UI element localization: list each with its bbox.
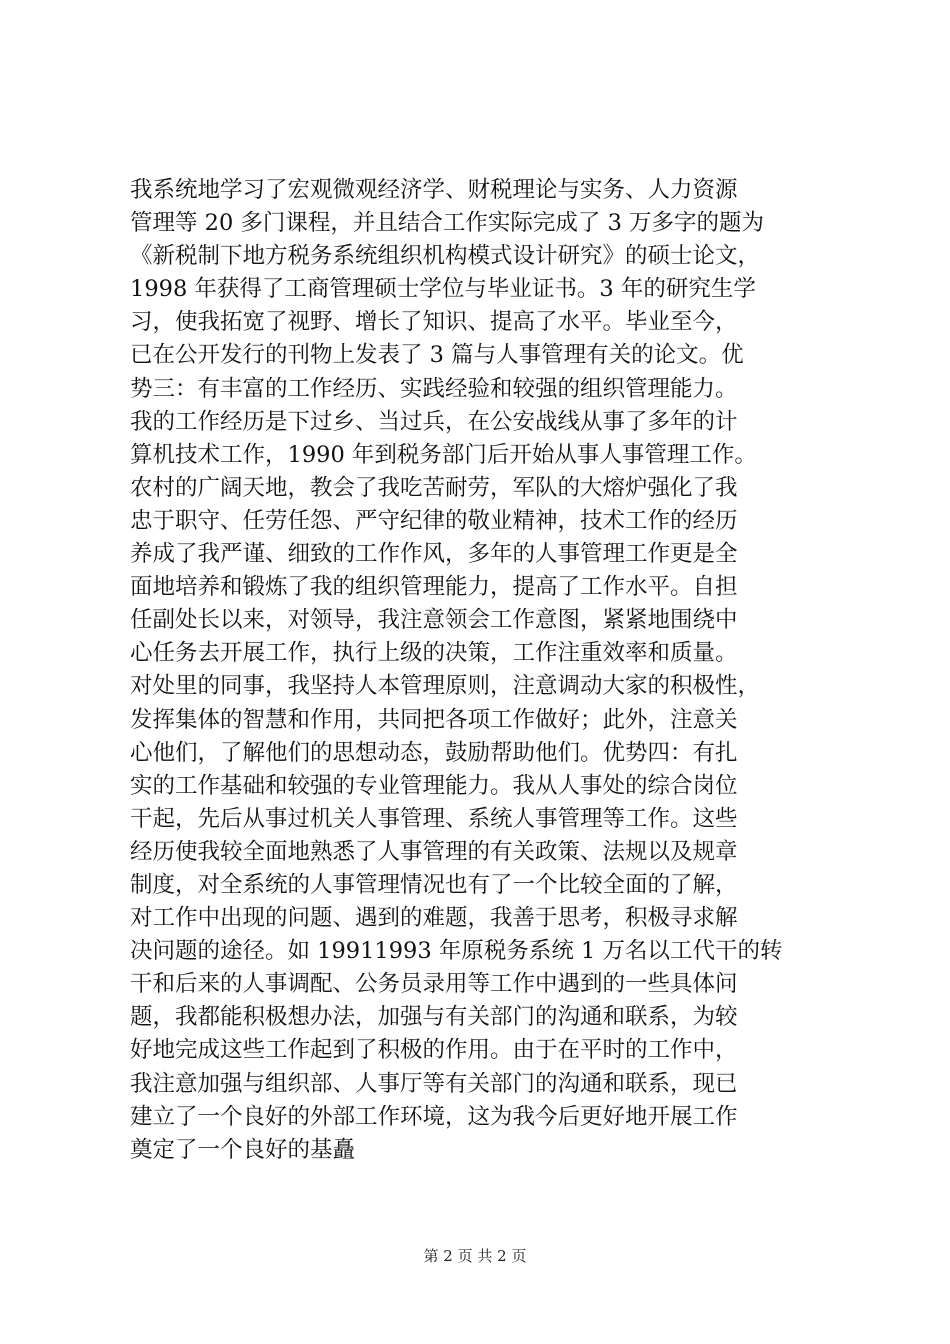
text-line-29: 建立了一个良好的外部工作环境，这为我今后更好地开展工作 [130, 1103, 738, 1130]
text-line-12: 养成了我严谨、细致的工作作风，多年的人事管理工作更是全 [130, 541, 738, 568]
text-line-1: 我系统地学习了宏观微观经济学、财税理论与实务、人力资源 [130, 177, 738, 203]
text-line-25: 干和后来的人事调配、公务员录用等工作中遇到的一些具体问 [130, 971, 738, 998]
text-line-5: 习，使我拓宽了视野、增长了知识、提高了水平。毕业至今， [130, 309, 738, 336]
text-line-9: 算机技术工作，1990 年到税务部门后开始从事人事管理工作。 [130, 441, 757, 468]
text-line-20: 干起，先后从事过机关人事管理、系统人事管理等工作。这些 [130, 805, 738, 832]
text-line-10: 农村的广阔天地，教会了我吃苦耐劳，军队的大熔炉强化了我 [130, 474, 738, 501]
text-line-19: 实的工作基础和较强的专业管理能力。我从人事处的综合岗位 [130, 772, 738, 799]
text-line-26: 题，我都能积极想办法，加强与有关部门的沟通和联系，为较 [130, 1004, 738, 1031]
text-line-6: 已在公开发行的刊物上发表了 3 篇与人事管理有关的论文。优 [130, 342, 744, 369]
text-line-17: 发挥集体的智慧和作用，共同把各项工作做好；此外，注意关 [130, 706, 738, 733]
text-line-16: 对处里的同事，我坚持人本管理原则，注意调动大家的积极性， [130, 673, 761, 700]
text-line-21: 经历使我较全面地熟悉了人事管理的有关政策、法规以及规章 [130, 838, 738, 865]
text-line-3: 《新税制下地方税务系统组织机构模式设计研究》的硕士论文， [130, 243, 761, 270]
text-line-8: 我的工作经历是下过乡、当过兵，在公安战线从事了多年的计 [130, 408, 738, 435]
page-number-label: 第 2 页 共 2 页 [423, 1247, 527, 1265]
text-line-14: 任副处长以来，对领导，我注意领会工作意图，紧紧地围绕中 [130, 607, 738, 634]
text-line-28: 我注意加强与组织部、人事厅等有关部门的沟通和联系，现已 [130, 1070, 738, 1097]
text-line-22: 制度，对全系统的人事管理情况也有了一个比较全面的了解， [130, 871, 738, 898]
page-footer [0, 1245, 950, 1266]
text-line-18: 心他们，了解他们的思想动态，鼓励帮助他们。优势四：有扎 [130, 739, 738, 766]
text-line-15: 心任务去开展工作，执行上级的决策，工作注重效率和质量。 [130, 640, 738, 667]
text-line-23: 对工作中出现的问题、遇到的难题，我善于思考，积极寻求解 [130, 905, 738, 932]
body-text [130, 174, 850, 1167]
text-line-4: 1998 年获得了工商管理硕士学位与毕业证书。3 年的研究生学 [130, 276, 756, 303]
text-line-13: 面地培养和锻炼了我的组织管理能力，提高了工作水平。自担 [130, 574, 738, 601]
text-line-11: 忠于职守、任劳任怨、严守纪律的敬业精神，技术工作的经历 [130, 507, 738, 534]
text-line-7: 势三：有丰富的工作经历、实践经验和较强的组织管理能力。 [130, 375, 738, 402]
text-line-27: 好地完成这些工作起到了积极的作用。由于在平时的工作中， [130, 1037, 738, 1064]
text-line-2: 管理等 20 多门课程，并且结合工作实际完成了 3 万多字的题为 [130, 210, 765, 237]
text-line-30: 奠定了一个良好的基矗 [130, 1136, 356, 1163]
text-line-24: 决问题的途径。如 19911993 年原税务系统 1 万名以工代干的转 [130, 938, 783, 965]
